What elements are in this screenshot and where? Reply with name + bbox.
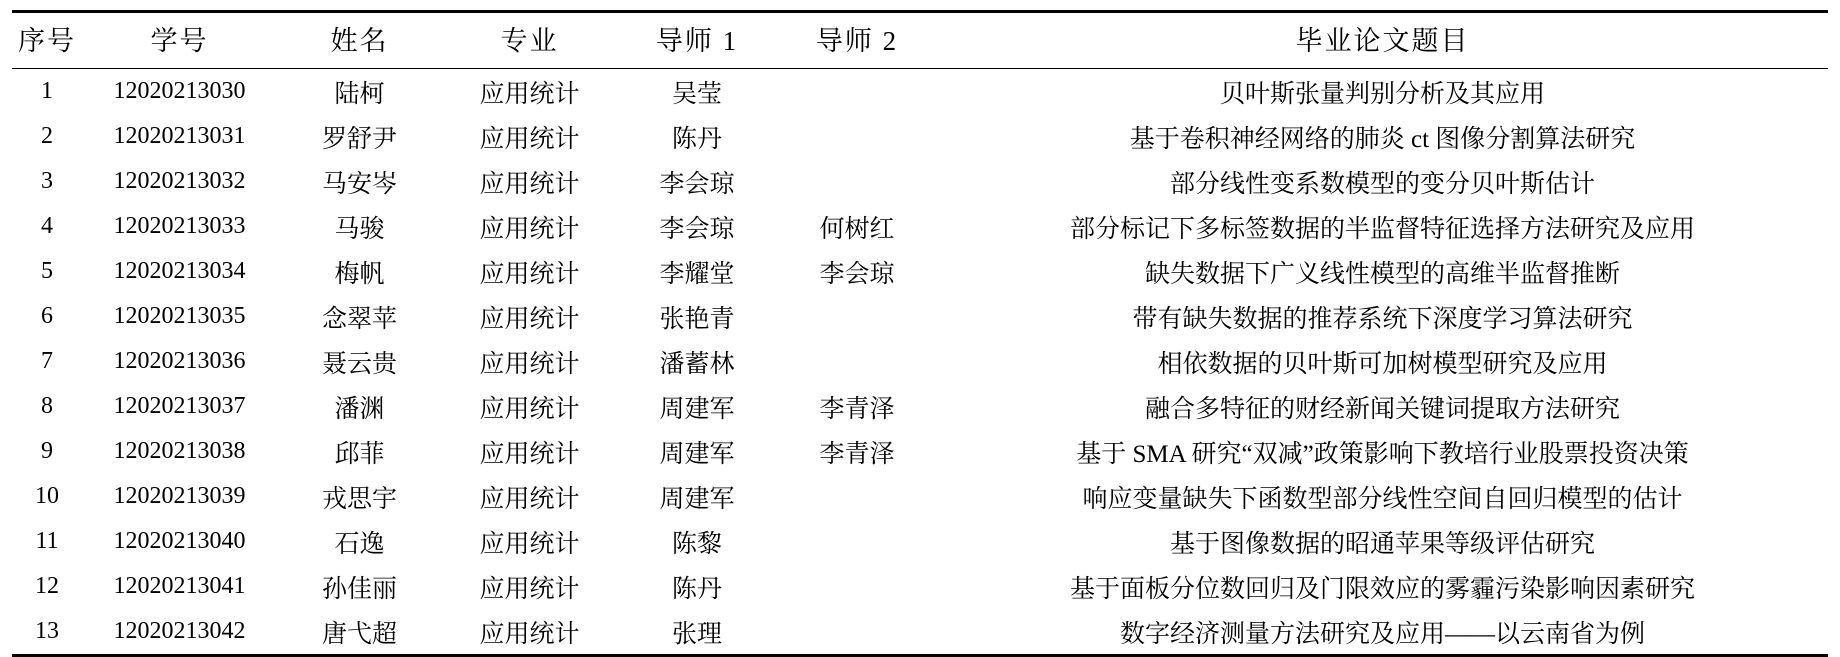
cell-advisor2: 李青泽 — [819, 395, 895, 423]
table-body — [12, 69, 1828, 656]
cell-advisor2 — [777, 564, 937, 609]
table-row — [12, 204, 1828, 249]
cell-advisor1: 吴莹 — [671, 80, 722, 108]
cell-index: 4 — [41, 213, 53, 239]
cell-advisor1: 张理 — [671, 620, 722, 648]
cell-major: 应用统计 — [479, 350, 580, 378]
table-row — [12, 609, 1828, 656]
table-row — [12, 159, 1828, 204]
table-header-row — [12, 12, 1828, 69]
cell-major: 应用统计 — [479, 620, 580, 648]
cell-student-id: 12020213039 — [113, 483, 246, 509]
cell-thesis-title: 相依数据的贝叶斯可加树模型研究及应用 — [1157, 350, 1608, 378]
cell-index: 3 — [41, 168, 53, 194]
cell-student-id: 12020213038 — [113, 438, 246, 464]
cell-major: 应用统计 — [479, 80, 580, 108]
cell-advisor1: 李会琼 — [659, 215, 735, 243]
cell-student-id: 12020213036 — [113, 348, 246, 374]
cell-advisor1: 周建军 — [659, 395, 735, 423]
cell-name: 戎思宇 — [321, 485, 397, 513]
cell-major: 应用统计 — [479, 170, 580, 198]
cell-index: 1 — [41, 78, 53, 104]
cell-advisor1: 周建军 — [659, 485, 735, 513]
column-header-advisor2: 导师 2 — [815, 26, 899, 56]
cell-advisor1: 周建军 — [659, 440, 735, 468]
cell-student-id: 12020213034 — [113, 258, 246, 284]
thesis-table — [12, 10, 1828, 657]
column-header-thesis-title: 毕业论文题目 — [1295, 26, 1470, 56]
column-header-advisor1: 导师 1 — [655, 26, 739, 56]
cell-advisor2 — [777, 609, 937, 656]
cell-index: 2 — [41, 123, 53, 149]
table-row — [12, 69, 1828, 115]
table-row — [12, 429, 1828, 474]
column-header-name: 姓名 — [330, 26, 389, 56]
cell-name: 孙佳丽 — [321, 575, 397, 603]
cell-name: 聂云贵 — [321, 350, 397, 378]
cell-student-id: 12020213031 — [113, 123, 246, 149]
cell-name: 唐弋超 — [321, 620, 397, 648]
cell-student-id: 12020213032 — [113, 168, 246, 194]
column-header-major: 专业 — [500, 26, 559, 56]
cell-major: 应用统计 — [479, 575, 580, 603]
cell-advisor1: 李耀堂 — [659, 260, 735, 288]
cell-thesis-title: 融合多特征的财经新闻关键词提取方法研究 — [1144, 395, 1620, 423]
cell-thesis-title: 贝叶斯张量判别分析及其应用 — [1219, 80, 1545, 108]
cell-major: 应用统计 — [479, 215, 580, 243]
cell-name: 马骏 — [334, 215, 385, 243]
cell-thesis-title: 缺失数据下广义线性模型的高维半监督推断 — [1144, 260, 1620, 288]
cell-advisor2 — [777, 339, 937, 384]
cell-thesis-title: 基于面板分位数回归及门限效应的雾霾污染影响因素研究 — [1069, 575, 1695, 603]
cell-student-id: 12020213040 — [113, 528, 246, 554]
cell-index: 6 — [41, 303, 53, 329]
cell-student-id: 12020213030 — [113, 78, 246, 104]
cell-name: 潘渊 — [334, 395, 385, 423]
cell-student-id: 12020213033 — [113, 213, 246, 239]
cell-student-id: 12020213041 — [113, 573, 246, 599]
cell-major: 应用统计 — [479, 305, 580, 333]
cell-advisor2: 李会琼 — [819, 260, 895, 288]
table-row — [12, 564, 1828, 609]
cell-major: 应用统计 — [479, 485, 580, 513]
table-row — [12, 294, 1828, 339]
table-row — [12, 474, 1828, 519]
table-row — [12, 249, 1828, 294]
cell-major: 应用统计 — [479, 125, 580, 153]
cell-advisor1: 张艳青 — [659, 305, 735, 333]
cell-index: 9 — [41, 438, 53, 464]
cell-name: 邱菲 — [334, 440, 385, 468]
cell-advisor1: 陈丹 — [671, 125, 722, 153]
cell-index: 10 — [35, 483, 59, 509]
cell-advisor1: 李会琼 — [659, 170, 735, 198]
cell-advisor2: 李青泽 — [819, 440, 895, 468]
cell-thesis-title: 响应变量缺失下函数型部分线性空间自回归模型的估计 — [1082, 485, 1683, 513]
table-row — [12, 384, 1828, 429]
cell-name: 陆柯 — [334, 80, 385, 108]
cell-advisor1: 潘蓄林 — [659, 350, 735, 378]
cell-index: 8 — [41, 393, 53, 419]
cell-major: 应用统计 — [479, 260, 580, 288]
cell-name: 念翠苹 — [321, 305, 397, 333]
cell-thesis-title: 部分标记下多标签数据的半监督特征选择方法研究及应用 — [1069, 215, 1695, 243]
cell-name: 马安岑 — [321, 170, 397, 198]
cell-advisor2: 何树红 — [819, 215, 895, 243]
cell-index: 7 — [41, 348, 53, 374]
cell-advisor2 — [777, 474, 937, 519]
cell-advisor2 — [777, 114, 937, 159]
cell-major: 应用统计 — [479, 440, 580, 468]
cell-index: 11 — [35, 528, 59, 554]
table-row — [12, 114, 1828, 159]
cell-thesis-title: 基于 SMA 研究“双减”政策影响下教培行业股票投资决策 — [1076, 440, 1689, 468]
cell-thesis-title: 带有缺失数据的推荐系统下深度学习算法研究 — [1132, 305, 1633, 333]
cell-index: 13 — [35, 618, 59, 644]
cell-student-id: 12020213035 — [113, 303, 246, 329]
cell-major: 应用统计 — [479, 395, 580, 423]
column-header-index: 序号 — [18, 26, 76, 56]
cell-name: 石逸 — [334, 530, 385, 558]
cell-name: 罗舒尹 — [321, 125, 397, 153]
cell-thesis-title: 部分线性变系数模型的变分贝叶斯估计 — [1169, 170, 1595, 198]
cell-advisor2 — [777, 159, 937, 204]
cell-index: 12 — [35, 573, 59, 599]
cell-advisor1: 陈黎 — [671, 530, 722, 558]
table-header — [12, 12, 1828, 69]
cell-name: 梅帆 — [334, 260, 385, 288]
table-row — [12, 519, 1828, 564]
cell-student-id: 12020213037 — [113, 393, 246, 419]
table-row — [12, 339, 1828, 384]
cell-advisor2 — [777, 519, 937, 564]
cell-advisor2 — [777, 69, 937, 115]
cell-student-id: 12020213042 — [113, 618, 246, 644]
cell-thesis-title: 基于卷积神经网络的肺炎 ct 图像分割算法研究 — [1129, 125, 1636, 153]
cell-advisor1: 陈丹 — [671, 575, 722, 603]
cell-major: 应用统计 — [479, 530, 580, 558]
cell-thesis-title: 基于图像数据的昭通苹果等级评估研究 — [1169, 530, 1595, 558]
cell-advisor2 — [777, 294, 937, 339]
cell-thesis-title: 数字经济测量方法研究及应用——以云南省为例 — [1119, 620, 1645, 648]
column-header-student-id: 学号 — [150, 26, 209, 56]
cell-index: 5 — [41, 258, 53, 284]
